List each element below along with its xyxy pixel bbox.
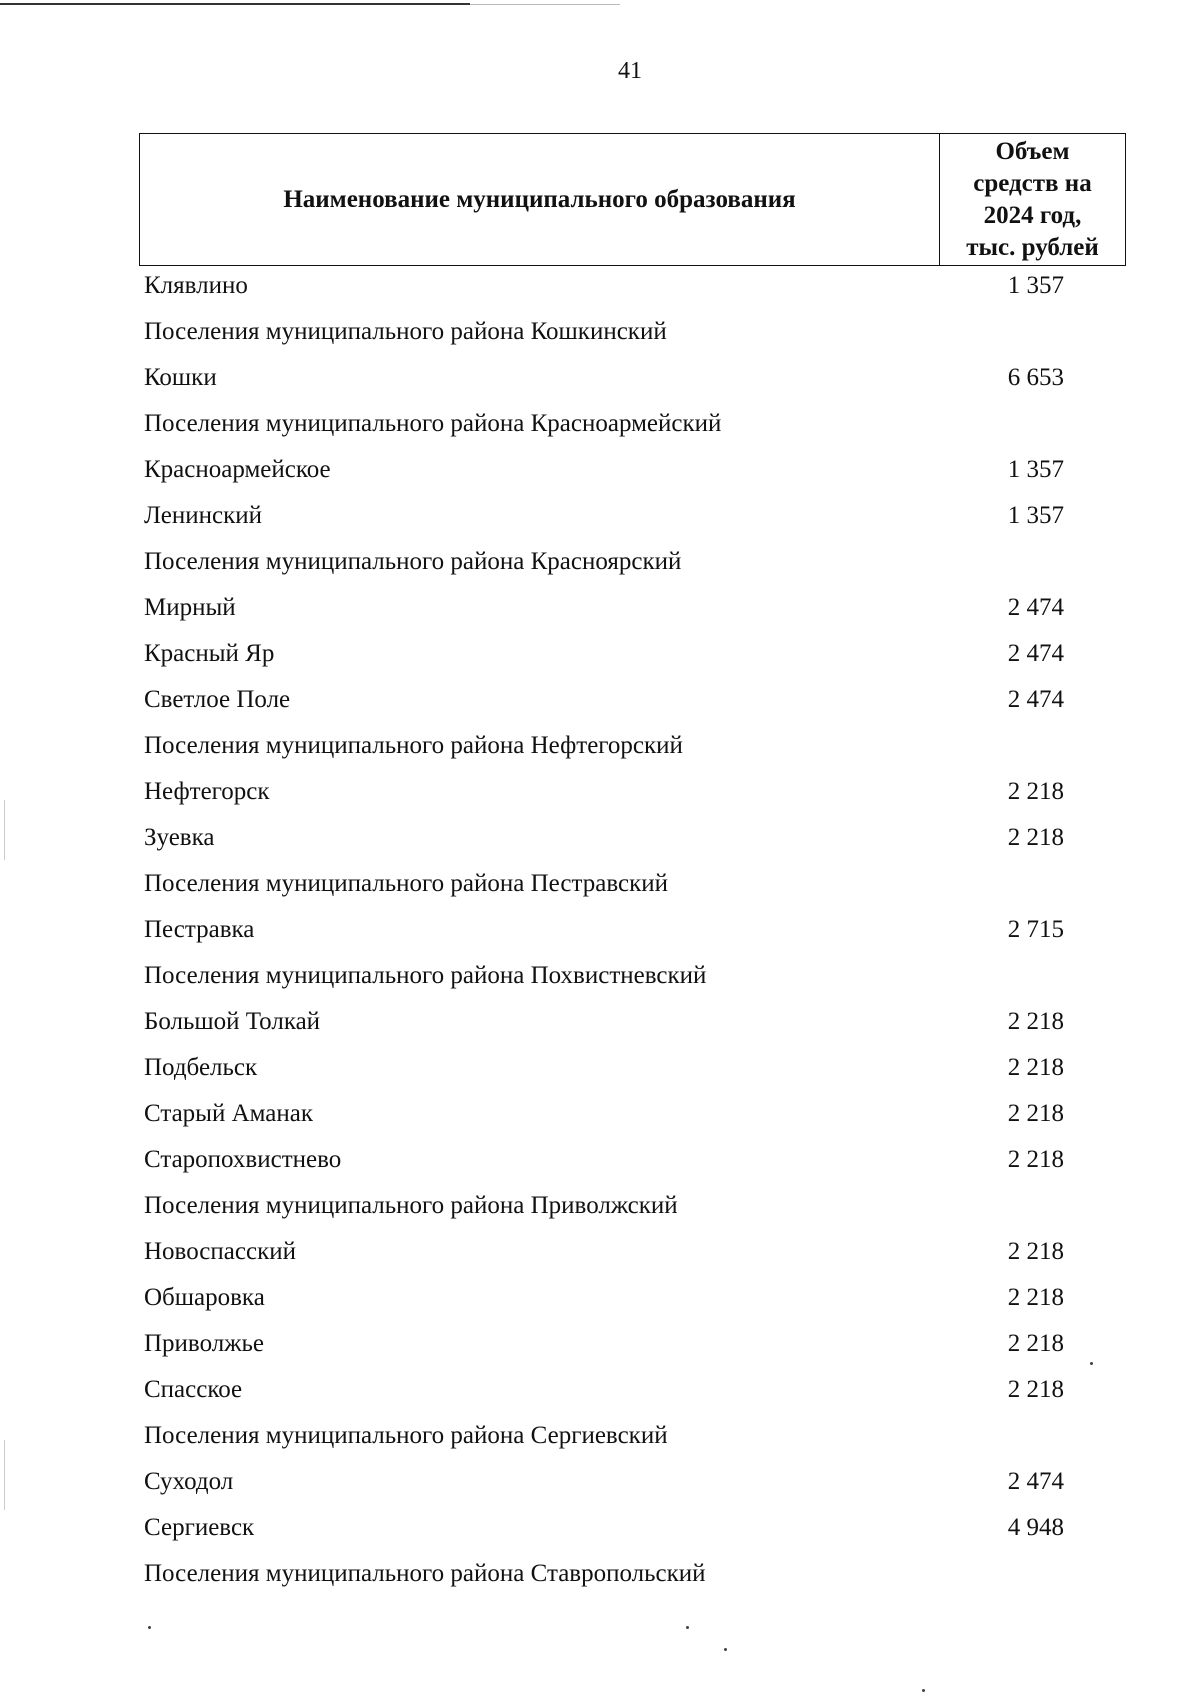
- row-name: Суходол: [144, 1468, 234, 1495]
- row-name: Кошки: [144, 364, 217, 391]
- row-name: Ленинский: [144, 502, 263, 529]
- table-row: [0, 447, 1200, 493]
- header-name-column: Наименование муниципального образования: [140, 134, 940, 265]
- row-name: Спасское: [144, 1376, 243, 1403]
- row-value: 2 474: [1007, 686, 1064, 713]
- table-row: [0, 1183, 1200, 1229]
- table-row: [0, 1091, 1200, 1137]
- table-row: [0, 999, 1200, 1045]
- scan-speck: [686, 1626, 689, 1629]
- header-value-line: 2024 год,: [983, 201, 1082, 229]
- row-name: Поселения муниципального района Красноярский: [144, 548, 682, 575]
- row-name: Старопохвистнево: [144, 1146, 342, 1173]
- row-name: Новоспасский: [144, 1238, 296, 1265]
- header-value-column: [940, 134, 1125, 265]
- row-name: Поселения муниципального района Нефтегорский: [144, 732, 683, 759]
- row-value: 2 218: [1007, 1054, 1064, 1081]
- table-row: [0, 1505, 1200, 1551]
- table-row: [0, 861, 1200, 907]
- table-row: [0, 1321, 1200, 1367]
- row-name: Поселения муниципального района Пестравский: [144, 870, 668, 897]
- table-row: [0, 953, 1200, 999]
- row-name: Большой Толкай: [144, 1008, 321, 1035]
- top-edge-rule-faint: [470, 4, 620, 5]
- row-value: 2 218: [1007, 824, 1064, 851]
- row-name: Поселения муниципального района Приволжский: [144, 1192, 678, 1219]
- row-name: Нефтегорск: [144, 778, 270, 805]
- row-value: 2 474: [1007, 1468, 1064, 1495]
- table-row: [0, 723, 1200, 769]
- table-row: [0, 493, 1200, 539]
- row-name: Красноармейское: [144, 456, 331, 483]
- row-value: 2 218: [1007, 1100, 1064, 1127]
- table-row: [0, 539, 1200, 585]
- table-row: [0, 1137, 1200, 1183]
- row-name: Красный Яр: [144, 640, 275, 667]
- row-name: Поселения муниципального района Кошкинский: [144, 318, 667, 345]
- row-name: Подбельск: [144, 1054, 258, 1081]
- row-value: 2 218: [1007, 1238, 1064, 1265]
- table-row: [0, 769, 1200, 815]
- row-name: Старый Аманак: [144, 1100, 314, 1127]
- table-row: [0, 907, 1200, 953]
- table-row: [0, 1229, 1200, 1275]
- header-value-line: Объем: [995, 137, 1070, 165]
- row-value: 1 357: [1007, 272, 1064, 299]
- row-value: 1 357: [1007, 456, 1064, 483]
- table-row: [0, 1459, 1200, 1505]
- table-row: [0, 815, 1200, 861]
- row-name: Зуевка: [144, 824, 215, 851]
- row-name: Поселения муниципального района Ставропольский: [144, 1560, 706, 1587]
- header-value-line: средств на: [973, 169, 1092, 197]
- table-row: [0, 1367, 1200, 1413]
- row-value: 2 218: [1007, 1146, 1064, 1173]
- row-value: 2 218: [1007, 1284, 1064, 1311]
- table-row: [0, 677, 1200, 723]
- row-value: 2 474: [1007, 640, 1064, 667]
- table-row: [0, 355, 1200, 401]
- table-header: [139, 133, 1126, 266]
- row-name: Поселения муниципального района Красноармейский: [144, 410, 722, 437]
- scan-speck: [922, 1689, 925, 1692]
- row-name: Поселения муниципального района Сергиевский: [144, 1422, 668, 1449]
- row-name: Сергиевск: [144, 1514, 255, 1541]
- scan-speck: [1090, 1362, 1093, 1365]
- table-row: [0, 263, 1200, 309]
- table-row: [0, 401, 1200, 447]
- row-name: Приволжье: [144, 1330, 264, 1357]
- top-edge-rule: [0, 3, 470, 5]
- row-value: 2 218: [1007, 1330, 1064, 1357]
- header-value-line: тыс. рублей: [966, 233, 1099, 261]
- table-row: [0, 585, 1200, 631]
- page-number: 41: [618, 58, 642, 84]
- row-value: 1 357: [1007, 502, 1064, 529]
- row-name: Обшаровка: [144, 1284, 265, 1311]
- row-value: 2 474: [1007, 594, 1064, 621]
- row-value: 2 218: [1007, 1008, 1064, 1035]
- scan-speck: [148, 1626, 151, 1629]
- row-value: 2 715: [1007, 916, 1064, 943]
- table-row: [0, 1551, 1200, 1597]
- table-row: [0, 1413, 1200, 1459]
- row-name: Светлое Поле: [144, 686, 291, 713]
- table-row: [0, 631, 1200, 677]
- row-name: Клявлино: [144, 272, 248, 299]
- table-row: [0, 309, 1200, 355]
- row-value: 2 218: [1007, 1376, 1064, 1403]
- row-name: Мирный: [144, 594, 236, 621]
- table-body: [0, 263, 1200, 1597]
- row-value: 2 218: [1007, 778, 1064, 805]
- row-value: 6 653: [1007, 364, 1064, 391]
- row-value: 4 948: [1007, 1514, 1064, 1541]
- row-name: Поселения муниципального района Похвистневский: [144, 962, 707, 989]
- scan-speck: [724, 1648, 727, 1651]
- table-row: [0, 1275, 1200, 1321]
- table-row: [0, 1045, 1200, 1091]
- row-name: Пестравка: [144, 916, 255, 943]
